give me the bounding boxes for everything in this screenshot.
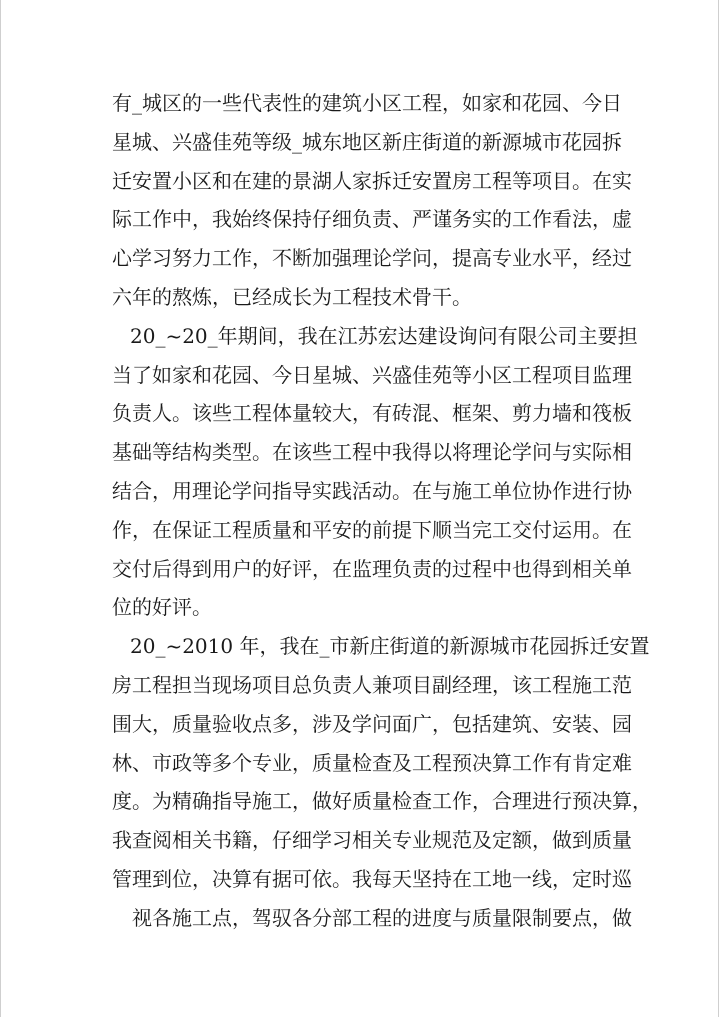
- text-line: 六年的熬炼，已经成长为工程技术骨干。: [112, 284, 472, 309]
- text-line: 基础等结构类型。在该些工程中我得以将理论学问与实际相: [112, 440, 632, 465]
- text-line: 当了如家和花园、今日星城、兴盛佳苑等小区工程项目监理: [112, 362, 632, 387]
- text-line: 有_城区的一些代表性的建筑小区工程，如家和花园、今日: [112, 91, 622, 115]
- text-line: 房工程担当现场项目总负责人兼项目副经理，该工程施工范: [112, 672, 632, 697]
- text-line: 作，在保证工程质量和平安的前提下顺当完工交付运用。在: [112, 517, 632, 542]
- text-line: 林、市政等多个专业，质量检查及工程预决算工作有肯定难: [112, 750, 632, 775]
- text-line: 围大，质量验收点多，涉及学问面广，包括建筑、安装、园: [112, 711, 632, 736]
- text-line: 视各施工点，驾驭各分部工程的进度与质量限制要点，做: [132, 905, 632, 930]
- text-line: 结合，用理论学问指导实践活动。在与施工单位协作进行协: [112, 478, 632, 503]
- text-line: 星城、兴盛佳苑等级_城东地区新庄街道的新源城市花园拆: [112, 129, 622, 154]
- text-line: 负责人。该些工程体量较大，有砖混、框架、剪力墙和筏板: [112, 401, 632, 426]
- text-line: 交付后得到用户的好评，在监理负责的过程中也得到相关单: [112, 556, 632, 581]
- document-body: [112, 84, 652, 938]
- text-line: 迁安置小区和在建的景湖人家拆迁安置房工程等项目。在实: [112, 168, 632, 193]
- text-line: 际工作中，我始终保持仔细负责、严谨务实的工作看法，虚: [112, 207, 632, 232]
- paragraph-start-line: 20_~2010 年，我在_市新庄街道的新源城市花园拆迁安置: [130, 634, 650, 659]
- paragraph-start-line: 20_~20_年期间，我在江苏宏达建设询问有限公司主要担: [130, 323, 638, 348]
- text-line: 心学习努力工作，不断加强理论学问，提高专业水平，经过: [112, 246, 632, 271]
- text-line: 我查阅相关书籍，仔细学习相关专业规范及定额，做到质量: [112, 828, 632, 853]
- text-line: 管理到位，决算有据可依。我每天坚持在工地一线，定时巡: [112, 866, 632, 891]
- text-line: 位的好评。: [112, 595, 212, 620]
- text-line: 度。为精确指导施工，做好质量检查工作，合理进行预决算，: [112, 789, 652, 814]
